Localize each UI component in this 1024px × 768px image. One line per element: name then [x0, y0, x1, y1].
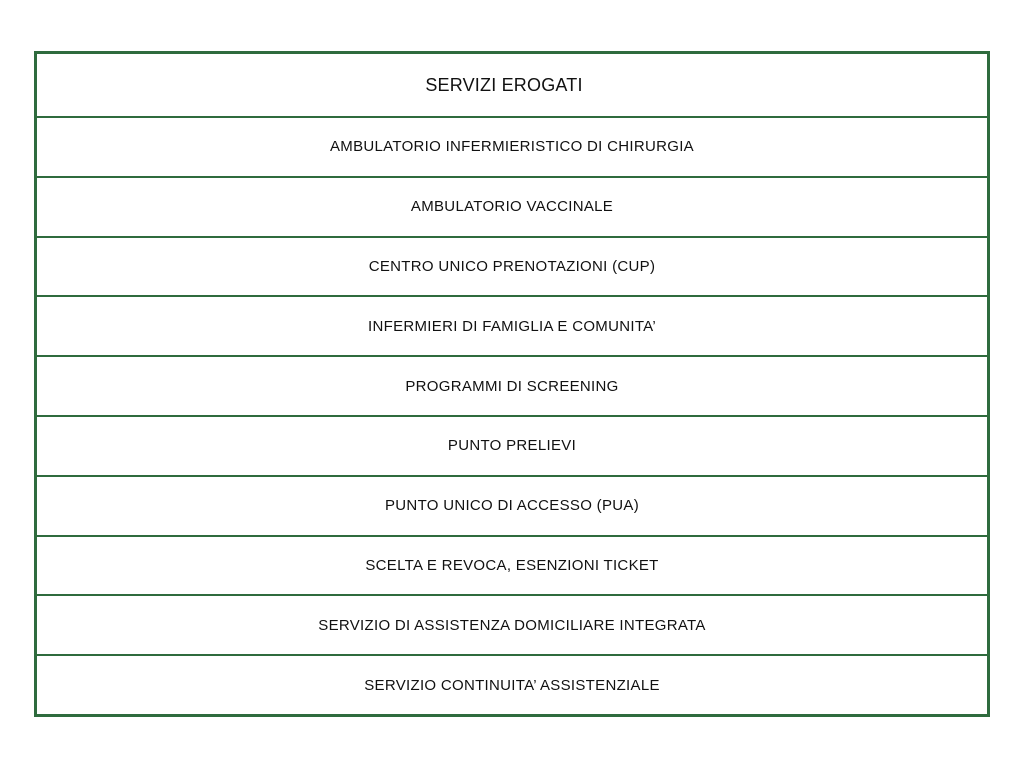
service-label: PUNTO PRELIEVI	[447, 437, 577, 455]
service-label: AMBULATORIO VACCINALE	[410, 198, 614, 216]
table-row	[37, 118, 987, 178]
service-label: AMBULATORIO INFERMIERISTICO DI CHIRURGIA	[330, 138, 694, 156]
table-row	[37, 238, 987, 298]
service-label: SCELTA E REVOCA, ESENZIONI TICKET	[365, 556, 659, 574]
service-label: SERVIZIO CONTINUITA’ ASSISTENZIALE	[364, 676, 660, 694]
service-label: PROGRAMMI DI SCREENING	[405, 377, 619, 395]
service-label: PUNTO UNICO DI ACCESSO (PUA)	[385, 497, 639, 515]
services-table	[34, 51, 990, 717]
table-title: SERVIZI EROGATI	[425, 74, 583, 95]
table-row	[37, 477, 987, 537]
table-rows	[37, 118, 987, 714]
table-row	[37, 357, 987, 417]
service-label: INFERMIERI DI FAMIGLIA E COMUNITA’	[368, 317, 656, 335]
table-row	[37, 537, 987, 597]
table-row	[37, 656, 987, 714]
table-row	[37, 417, 987, 477]
service-label: CENTRO UNICO PRENOTAZIONI (CUP)	[368, 257, 656, 275]
table-row	[37, 297, 987, 357]
service-label: SERVIZIO DI ASSISTENZA DOMICILIARE INTEGRATA	[318, 616, 706, 634]
table-row	[37, 596, 987, 656]
table-row	[37, 178, 987, 238]
table-header	[37, 54, 987, 118]
